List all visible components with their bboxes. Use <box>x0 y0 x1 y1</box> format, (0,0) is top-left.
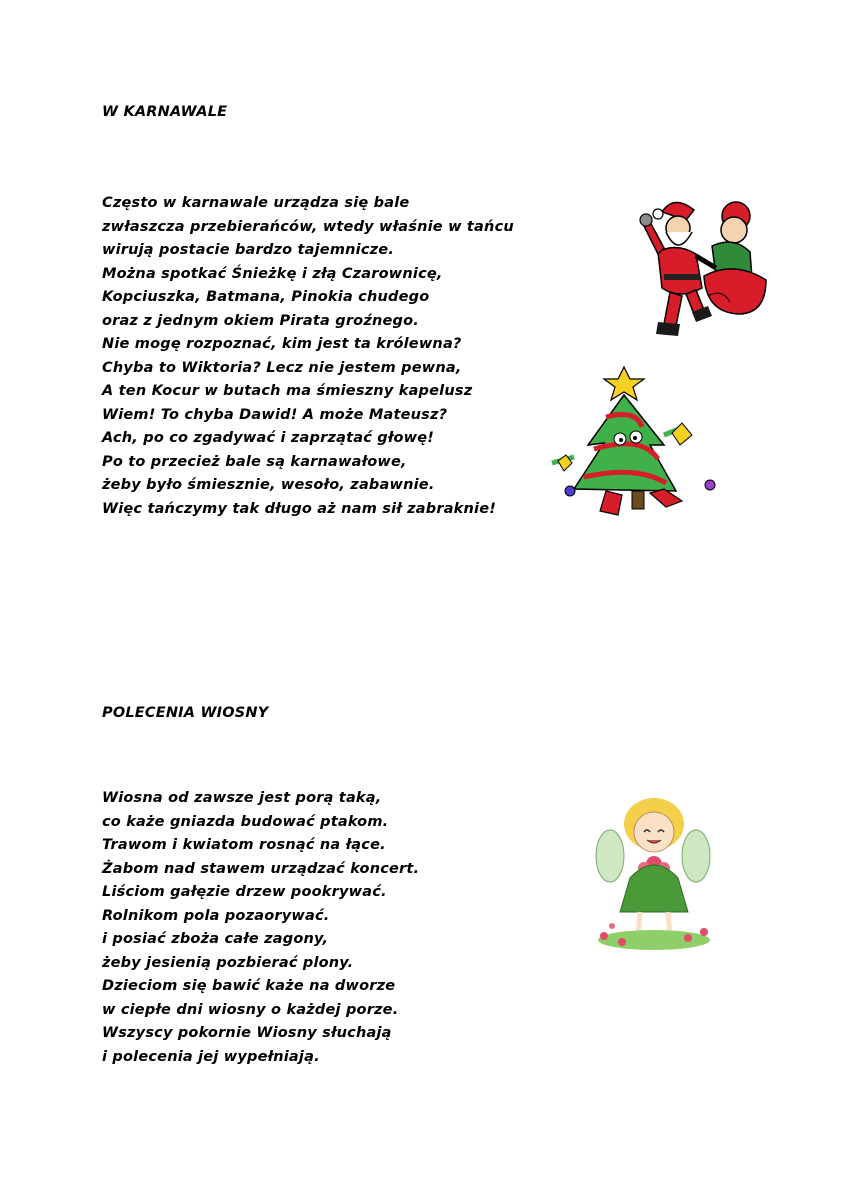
poem-line: Liściom gałęzie drzew pookrywać. <box>102 884 387 900</box>
dancing-christmas-tree-illustration <box>546 365 728 527</box>
poem-line: wirują postacie bardzo tajemnicze. <box>102 242 395 258</box>
poem-title: POLECENIA WIOSNY <box>102 705 269 721</box>
poem-line: Kopciuszka, Batmana, Pinokia chudego <box>102 289 430 305</box>
poem-line: Więc tańczymy tak długo aż nam sił zabraknie! <box>102 500 497 517</box>
poem-line: Trawom i kwiatom rosnąć na łące. <box>102 837 386 853</box>
poem-line: Często w karnawale urządza się bale <box>102 195 410 211</box>
poem-line: Ach, po co zgadywać i zaprzątać głowę! <box>102 430 435 446</box>
poem-line: Wiosna od zawsze jest porą taką, <box>102 790 382 806</box>
poem-line: i polecenia jej wypełniają. <box>102 1048 320 1065</box>
poem-stanza <box>102 787 419 1069</box>
poem-line: Nie mogę rozpoznać, kim jest ta królewna? <box>102 336 462 352</box>
poem-line: A ten Kocur w butach ma śmieszny kapelusz <box>102 383 473 399</box>
poem-line: żeby było śmiesznie, wesoło, zabawnie. <box>102 477 435 493</box>
poem-line: co każe gniazda budować ptakom. <box>102 813 389 830</box>
poem-line: Chyba to Wiktoria? Lecz nie jestem pewna, <box>102 359 462 376</box>
poem-line: żeby jesienią pozbierać plony. <box>102 954 354 971</box>
poem-line: Rolnikom pola pozaorywać. <box>102 907 330 924</box>
poem-line: Wszyscy pokornie Wiosny słuchają <box>102 1025 392 1041</box>
poem-line: Wiem! To chyba Dawid! A może Mateusz? <box>102 406 448 423</box>
poem-line: oraz z jednym okiem Pirata groźnego. <box>102 312 419 329</box>
poem-line: zwłaszcza przebierańców, wtedy właśnie w tańcu <box>102 218 514 235</box>
poem-title: W KARNAWALE <box>102 104 228 120</box>
poem-line: Żabom nad stawem urządzać koncert. <box>102 860 420 877</box>
santa-dancing-illustration <box>634 196 774 346</box>
poem-line: Po to przecież bale są karnawałowe, <box>102 453 407 470</box>
poem-stanza <box>102 192 514 521</box>
poem-line: Dzieciom się bawić każe na dworze <box>102 978 396 994</box>
poem-line: w ciepłe dni wiosny o każdej porze. <box>102 1001 399 1018</box>
poem-line: Można spotkać Śnieżkę i złą Czarownicę, <box>102 265 443 282</box>
spring-fairy-illustration <box>592 792 716 952</box>
poem-line: i posiać zboża całe zagony, <box>102 931 329 947</box>
